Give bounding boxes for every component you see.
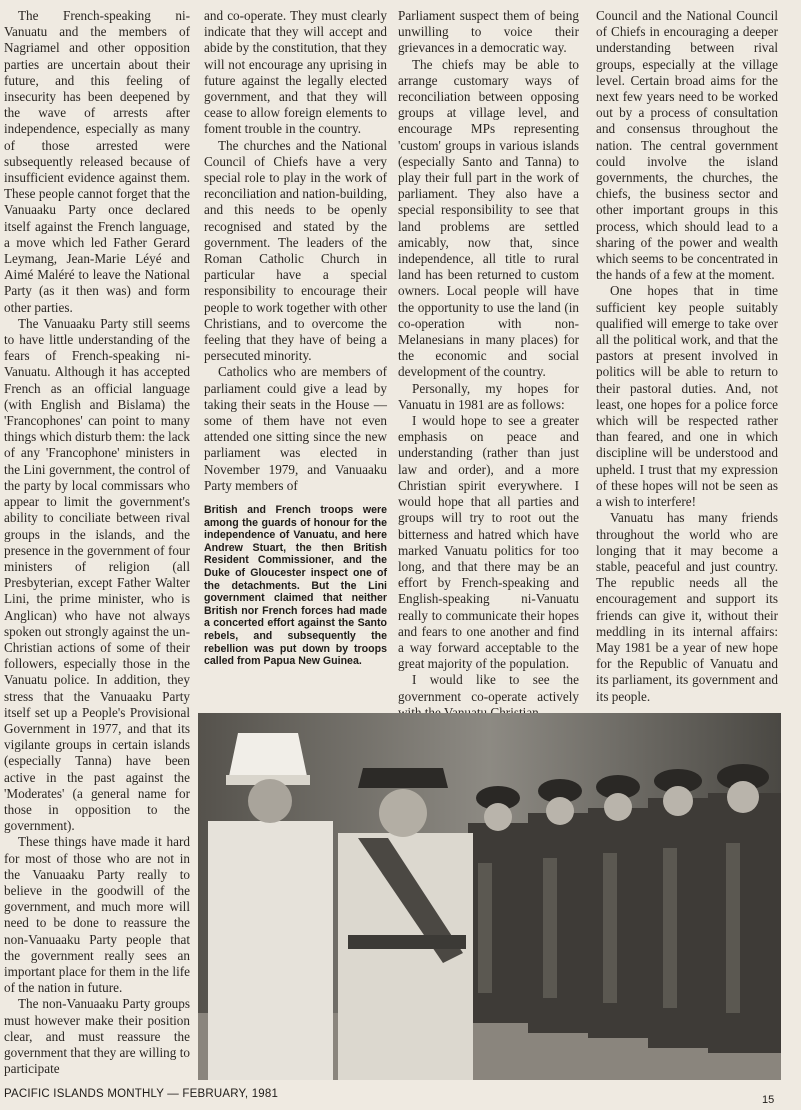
article-paragraph: I would hope to see a greater emphasis on peace and understanding (rather than just law and order), and a more Christian spirit everywhere. I would hope that all parties and groups will try to root out the bitterness and hatred which have marked Vanuatu politics for too long, and that there may be an effort by French-speaking and English-speaking ni-Vanuatu really to communicate their hopes and fears to one another and find a way forward acceptable to the great majority of the population.	[398, 413, 579, 672]
article-paragraph: The non-Vanuaaku Party groups must however make their position clear, and must reassure the government that they are willing to participate	[4, 996, 190, 1077]
article-column-2	[204, 8, 387, 668]
article-paragraph: These things have made it hard for most of those who are not in the Vanuaaku Party really to believe in the goodwill of the government, and much more will need to be done to reassure the non-Vanuaaku Party people that the government really sees an important place for them in the life of the nation in future.	[4, 834, 190, 996]
photo-illustration	[198, 713, 781, 1080]
article-paragraph: I would like to see the government co-operate actively	[398, 672, 579, 704]
article-paragraph: The chiefs may be able to arrange customary ways of reconciliation between opposing groups at village level, and encourage MPs representing 'custom' groups in various islands (especially Santo and Tanna) to play their full part in the work of parliament. They also have a special responsibility to see that land problems are settled amicably, now that, since independence, all title to rural land has been returned to custom owners. Local people will have the opportunity to use the land (in co-operation with non-Melanesians in many places) for the economic and social development of the country.	[398, 56, 579, 380]
article-paragraph: The French-speaking ni-Vanuatu and the members of Nagriamel and other opposition parties are uncertain about their future, and this feeling of insecurity has been deepened by the wave of arrests after independence, especially as many of those arrested were subsequently released because of insufficient evidence against them. These people cannot forget that the Vanuaaku Party once declared itself against the French language, a move which led Father Gerard Leymang, Jean-Marie Léyé and Aimé Maléré to leave the National Party (as it then was) and form other parties.	[4, 8, 190, 315]
page-number: 15	[762, 1094, 775, 1106]
article-column-4	[596, 8, 778, 705]
article-paragraph: The Vanuaaku Party still seems to have little understanding of the fears of French-speaking ni-Vanuatu. Although it has accepted French as an official language (with English and Bislama) the 'Francophones' can point to many things which disturb them: the lack of any 'Francophone' ministers in the Lini government, the control of the party by local commissars who appear to limit the government's ability to conciliate between rival groups in the islands, and the presence in the government of four ministers of religion (all Presbyterian, except Father Walter Lini, the prime minister, who is Anglican) who have not always spoken out strongly against the un-Christian actions of some of their followers, especially those in the Vanuatu police. In addition, they stress that the Vanuaaku Party itself set up a People's Provisional Government in 1977, and that its vigilante groups in certain islands (especially Tanna) have been active in the past against the 'Moderates' (a general name for those in opposition to the government).	[4, 315, 190, 834]
article-paragraph: The churches and the National Council of Chiefs have a very special role to play in the work of reconciliation and nation-building, and this needs to be openly recognised and stated by the government. The leaders of the Roman Catholic Church in particular have a special responsibility to encourage their people to work together with other Christians, and to overcome the feeling that they have of being a persecuted minority.	[204, 137, 387, 364]
article-paragraph: Parliament suspect them of being unwilling to voice their grievances in a democratic way.	[398, 8, 579, 56]
article-paragraph: Personally, my hopes for Vanuatu in 1981 are as follows:	[398, 380, 579, 412]
article-paragraph: Council and the National Council of Chiefs in encouraging a deeper understanding between rival groups, especially at the village level. Certain broad aims for the next few years need to be worked out by a process of consultation and consensus throughout the nation. The central government could involve the island governments, the churches, the chiefs, the business sector and other important groups in this process, which should lead to a sharing of the power and wealth which seems to be concentrated in the hands of a few at the moment.	[596, 8, 778, 283]
article-column-3	[398, 8, 579, 721]
article-column-1	[4, 8, 190, 1077]
article-paragraph: Catholics who are members of parliament could give a lead by taking their seats in the House — some of them have not even attended one sitting since the new parliament was elected in November 1979, and Vanuaaku Party members of	[204, 364, 387, 493]
article-paragraph: and co-operate. They must clearly indicate that they will accept and abide by the constitution, that they will not encourage any uprising in future against the legally elected government, and that they will cease to allow foreign elements to foment trouble in the country.	[204, 8, 387, 137]
guard-of-honour-photo	[198, 713, 781, 1080]
article-paragraph: One hopes that in time sufficient key people suitably qualified will emerge to take over all the political work, and that the pastors at present involved in politics will be able to return to their pastoral duties. And, not least, one hopes for a police force which will be respected rather than feared, and one in which discipline will be understood and upheld. I trust that my expression of these hopes will not be seen as a wish to interfere!	[596, 283, 778, 510]
publication-footer: PACIFIC ISLANDS MONTHLY — FEBRUARY, 1981	[4, 1088, 279, 1100]
article-paragraph: Vanuatu has many friends throughout the world who are longing that it may become a stable, peaceful and just country. The republic needs all the encouragement and support its friends can give it, without their meddling in its internal affairs: May 1981 be a year of new hope for the Republic of Vanuatu and its parliament, its government and its people.	[596, 510, 778, 704]
photo-caption: British and French troops were among the guards of honour for the independence of Vanuatu, and here Andrew Stuart, the then British Resident Commissioner, and the Duke of Gloucester inspect one of the detachments. But the Lini government claimed that neither British nor French forces had made a concerted effort against the Santo rebels, and subsequently the rebellion was put down by troops called from Papua New Guinea.	[204, 504, 387, 668]
